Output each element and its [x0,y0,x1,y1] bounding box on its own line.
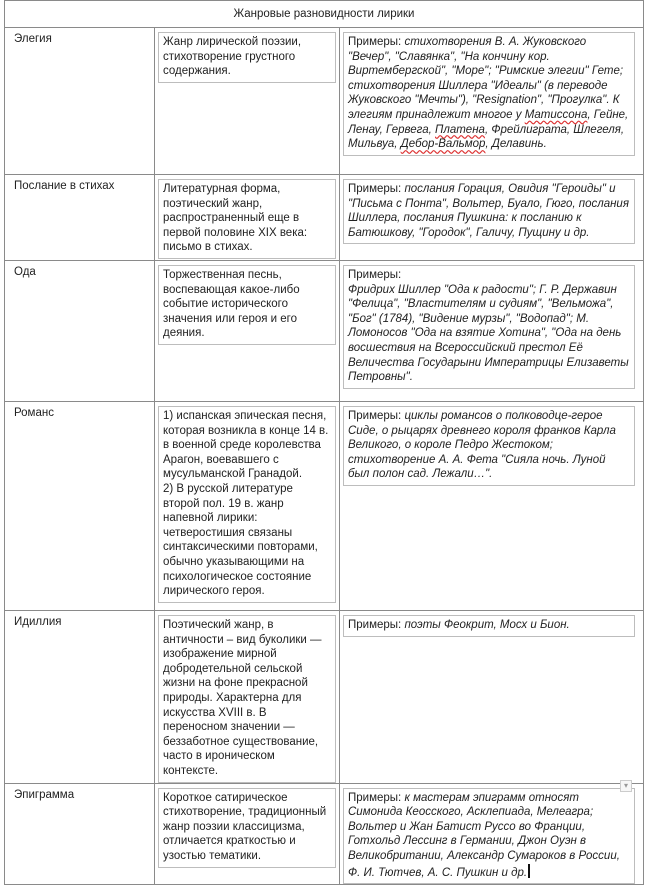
spellcheck-word[interactable]: Дебор-Вальмор [400,138,486,151]
table-title[interactable]: Жанровые разновидности лирики [5,1,644,28]
genre-examples-cell[interactable] [340,402,644,611]
genre-name: Романс [14,407,54,419]
examples-text: Фридрих Шиллер "Ода к радости"; Г. Р. Державин "Фелица", "Властителям и судиям", "Вельможа", "Бог" (1784), "Видение мурзы", "Водопад"; М. Ломоносов "Ода на взятие Хотина", "Ода на день восшествия на Всероссийский престол Её Величества Государыни Императрицы Елизаветы Петровны". [348,283,629,384]
table-row [5,261,644,402]
examples-prefix: Примеры: [348,410,405,422]
genre-examples-cell[interactable] [340,175,644,261]
spellcheck-word[interactable]: Матиссона [524,108,588,121]
genre-definition-cell[interactable] [155,611,340,784]
genre-definition-cell[interactable] [155,261,340,402]
definition-text: Поэтический жанр, в античности – вид буколики — изображение мирной добродетельной сельской жизни на фоне прекрасной природы. Характерна для искусства XVIII в. В переносном значении — беззаботное существование, часто в ироническом контексте. [158,615,336,783]
genre-definition-cell[interactable] [155,175,340,261]
genre-examples-cell[interactable] [340,261,644,402]
examples-prefix: Примеры: [348,36,405,48]
table-row [5,611,644,784]
definition-text: Литературная форма, поэтический жанр, распространенный еще в первой половине XIX века: письмо в стихах. [158,179,336,259]
genre-name: Послание в стихах [14,180,115,192]
genre-definition-cell[interactable] [155,402,340,611]
table-row [5,783,644,885]
definition-text-2: 2) В русской литературе второй пол. 19 в. жанр напевной лирики: четверостишия связаны синтаксическими повторами, обычно указывающими на психологическое состояние лирического героя. [163,482,318,598]
examples-prefix: Примеры: [348,269,402,281]
examples-text: к мастерам эпиграмм относят Симонида Кеосского, Асклепиада, Мелеагра; Вольтер и Жан Батист Руссо во Франции, Готхольд Лессинг в Германии, Джон Оуэн в Великобритании, Александр Сумароков в России, Ф. И. Тютчев, А. С. Пушкин и др. [348,791,620,879]
genre-name-cell[interactable] [5,175,155,261]
examples-text: поэты Феокрит, Мосх и Бион. [404,619,570,631]
genre-name-cell[interactable] [5,611,155,784]
genre-examples-cell[interactable] [340,783,644,885]
table-title-row [5,1,644,28]
genre-name: Ода [14,266,36,278]
text-cursor [528,864,530,878]
genre-name-cell[interactable] [5,261,155,402]
examples-text: послания Горация, Овидия "Героиды" и "Письма с Понта", Вольтер, Буало, Гюго, послания Шиллера, послания Пушкина: к посланию к Батюшкову, "Городок", Галичу, Пущину и др. [348,183,629,239]
spellcheck-word[interactable]: Платена [435,123,485,136]
genre-examples-cell[interactable] [340,28,644,175]
definition-text: Жанр лирической поэзии, стихотворение грустного содержания. [158,32,336,83]
definition-text-1: 1) испанская эпическая песня, которая возникла в конце 14 в. в военной среде королевства Арагон, воевавшего с мусульманской Гранадой. [163,410,329,481]
lyric-genres-table [4,0,644,885]
examples-text: циклы романсов о полководце-герое Сиде, о рыцарях древнего короля франков Карла Великого, о короле Педро Жестоком; стихотворение А. А. Фета "Сияла ночь. Луной был полон сад. Лежали…". [348,410,616,481]
genre-name: Идиллия [14,616,62,628]
table-row [5,175,644,261]
genre-name-cell[interactable] [5,783,155,885]
examples-text: стихотворения В. А. Жуковского "Вечер", "Славянка", "На кончину кор. Виртембергской", "Море"; "Римские элегии" Гете; стихотворения Шиллера "Идеалы" (в переводе Жуковского "Мечты"), "Resignation", "Прогулка". К элегиям принадлежит многое у Матиссона, Гейне, Ленау, Гервега, Платена, Фрейлиграта, Шлегеля, Мильвуа, Дебор-Вальмор, Делавинь. [348,36,629,151]
genre-name-cell[interactable] [5,402,155,611]
table-row [5,28,644,175]
table-row [5,402,644,611]
genre-examples-cell[interactable] [340,611,644,784]
examples-prefix: Примеры: [348,791,405,804]
definition-text: Торжественная песнь, воспевающая какое-либо событие исторического значения или героя и его деяния. [158,265,336,345]
examples-prefix: Примеры: [348,183,405,195]
examples-prefix: Примеры: [348,619,405,631]
genre-name: Элегия [14,33,52,45]
genre-definition-cell[interactable] [155,28,340,175]
genre-definition-cell[interactable] [155,783,340,885]
definition-text: Короткое сатирическое стихотворение, традиционный жанр поэзии классицизма, отличается краткостью и узостью тематики. [158,788,336,868]
dropdown-arrow-icon[interactable]: ▾ [620,780,632,792]
genre-name: Эпиграмма [14,788,75,801]
genre-name-cell[interactable] [5,28,155,175]
